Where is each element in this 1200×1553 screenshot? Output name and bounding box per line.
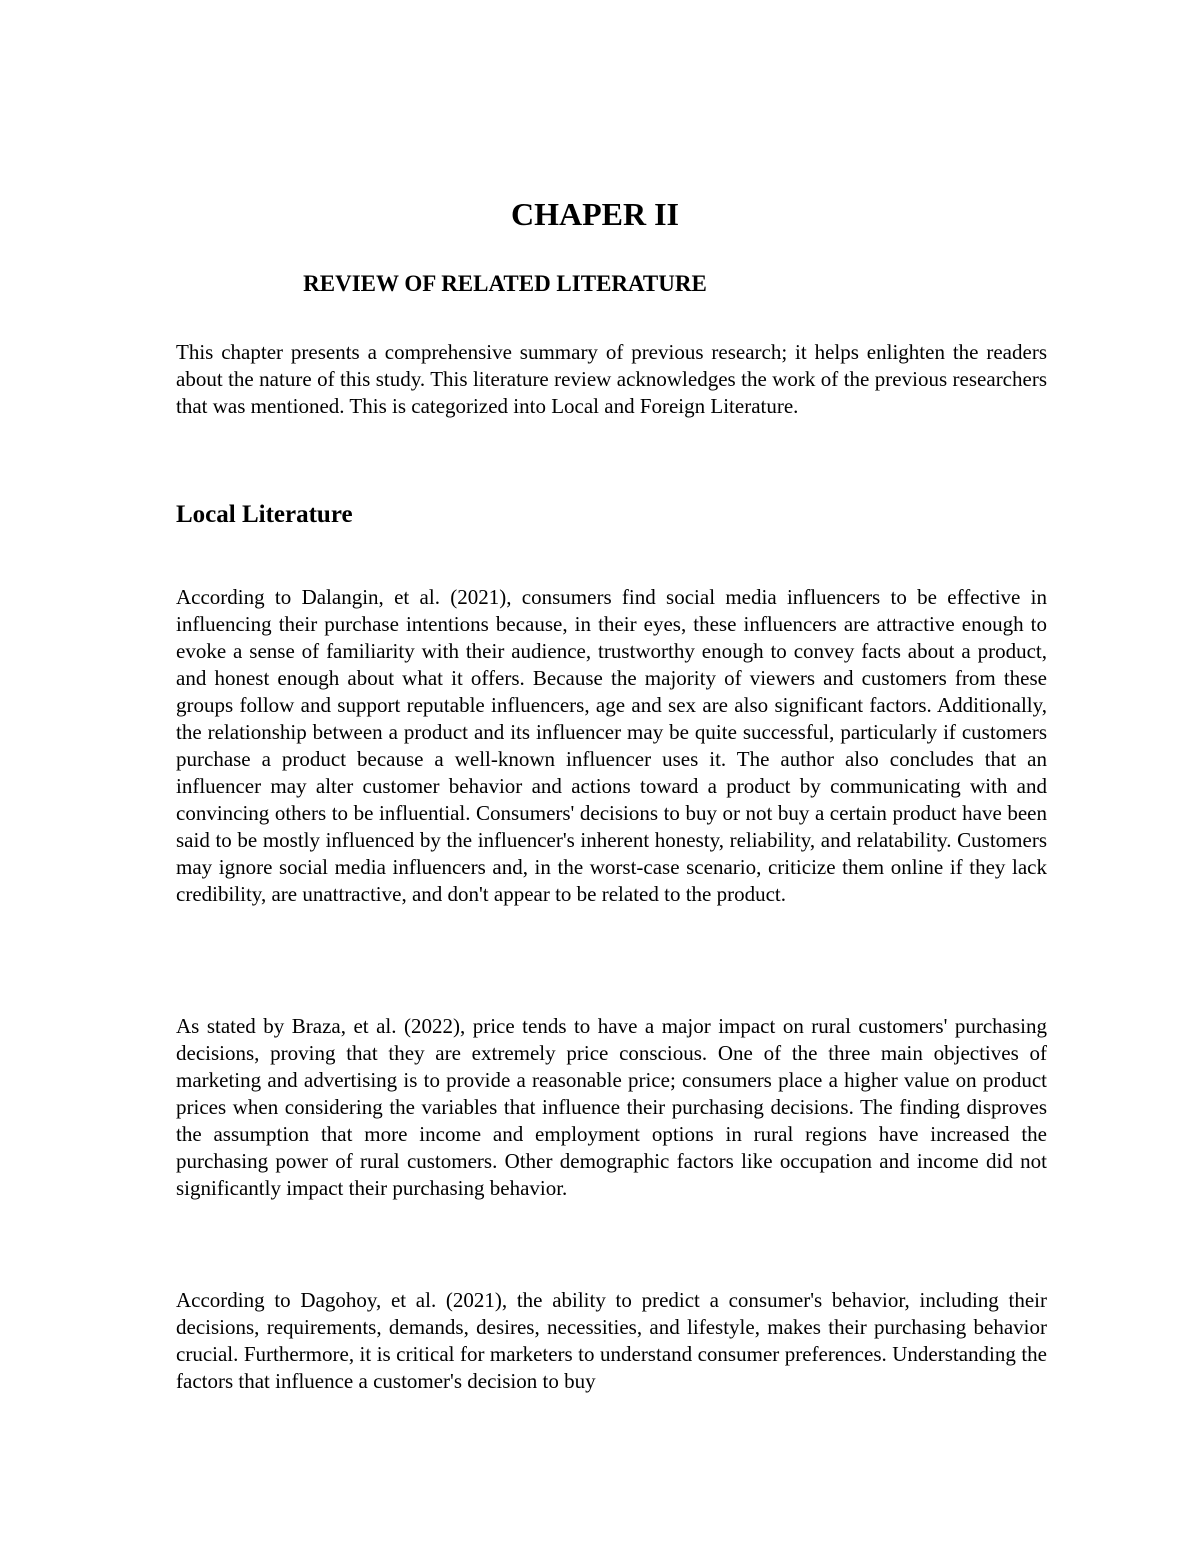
body-paragraph-dalangin: According to Dalangin, et al. (2021), consumers find social media influencers to be effective in influencing their purchase intentions because, in their eyes, these influencers are attractive enough to evoke a sense of familiarity with their audience, trustworthy enough to convey facts about a product, and honest enough about what it offers. Because the majority of viewers and customers from these groups follow and support reputable influencers, age and sex are also significant factors. Additionally, the relationship between a product and its influencer may be quite successful, particularly if customers purchase a product because a well-known influencer uses it. The author also concludes that an influencer may alter customer behavior and actions toward a product by communicating with and convincing others to be influential. Consumers' decisions to buy or not buy a certain product have been said to be mostly influenced by the influencer's inherent honesty, reliability, and relatability. Customers may ignore social media influencers and, in the worst-case scenario, criticize them online if they lack credibility, are unattractive, and don't appear to be related to the product. — [176, 585, 1047, 906]
section-title: REVIEW OF RELATED LITERATURE — [303, 271, 707, 296]
local-literature-heading: Local Literature — [176, 501, 353, 528]
chapter-title: CHAPER II — [510, 196, 679, 232]
body-paragraph-dagohoy: According to Dagohoy, et al. (2021), the ability to predict a consumer's behavior, including their decisions, requirements, demands, desires, necessities, and lifestyle, makes their purchasing behavior crucial. Furthermore, it is critical for marketers to understand consumer preferences. Understanding the factors that influence a customer's decision to buy — [176, 1288, 1047, 1393]
intro-paragraph: This chapter presents a comprehensive summary of previous research; it helps enlighten the readers about the nature of this study. This literature review acknowledges the work of the previous researchers that was mentioned. This is categorized into Local and Foreign Literature. — [176, 340, 1047, 418]
body-paragraph-braza: As stated by Braza, et al. (2022), price tends to have a major impact on rural customers' purchasing decisions, proving that they are extremely price conscious. One of the three main objectives of marketing and advertising is to provide a reasonable price; consumers place a higher value on product prices when considering the variables that influence their purchasing decisions. The finding disproves the assumption that more income and employment options in rural regions have increased the purchasing power of rural customers. Other demographic factors like occupation and income did not significantly impact their purchasing behavior. — [176, 1014, 1047, 1200]
